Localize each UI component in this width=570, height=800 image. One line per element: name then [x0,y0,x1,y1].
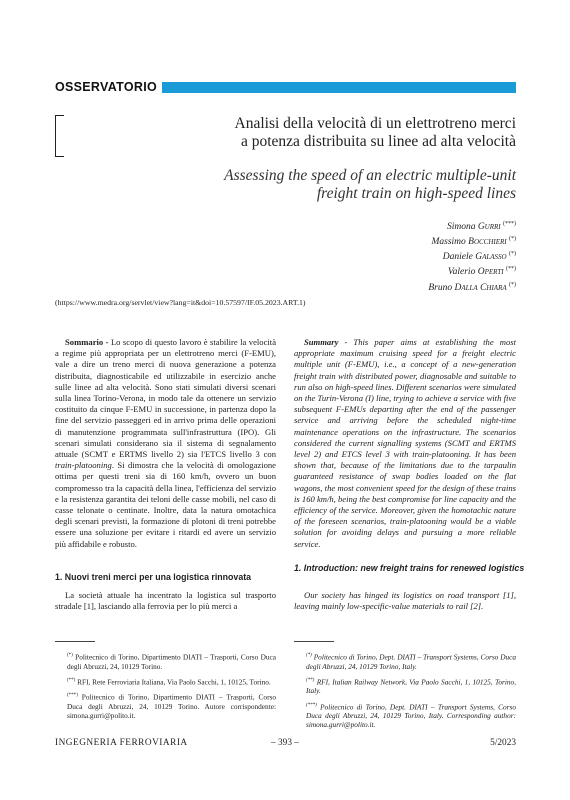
footer-page-number: – 393 – [271,738,299,748]
footer-issue: 5/2023 [490,738,516,748]
author: Bruno Dalla Chiara (*) [428,281,516,293]
body-text-italian: La società attuale ha incentrato la logistica sul trasporto stradale [1], lasciando alla ferrovia per lo più merci a [55,590,276,612]
doi-link[interactable]: (https://www.medra.org/servlet/view?lang=it&doi=10.57597/IF.05.2023.ART.1) [55,298,306,307]
section-label: OSSERVATORIO [55,80,158,94]
title-italian-line-2: a potenza distribuita su linee ad alta velocità [240,133,516,150]
author: Massimo Bocchieri (*) [431,236,516,248]
abstract-english: Summary - This paper aims at establishing the most appropriate maximum cruising speed for a freight electric multiple unit (F-EMU), i.e., a concept of a new-generation freight train with distributed power, diagnosable and suitable to run also on high-speed lines. Different scenarios were simulated on the Turin-Verona (I) line, trying to achieve a service with five subsequent F-EMUs departing after the end of the passenger service and arriving before the scheduled night-time maintenance operations on the infrastructure. The scenarios considered the current signalling systems (SCMT and ERTMS level 2) and ETCS level 3 with train-platooning. It has been shown that, because of the limitations due to the tarpaulin guaranteed resistance of swap bodies loaded on the flat wagons, the most convenient speed for the design of these trains is 160 km/h, being the best compromise for line capacity and the efficiency of the service. Moreover, given the homotachic nature of the foreseen scenarios, train-platooning would be a viable solution for avoiding delays and pursuing a more reliable service. [294,337,516,549]
author: Simona Gurri (***) [446,221,516,233]
title-english [116,167,516,203]
footnotes-italian [55,651,276,725]
footer-journal-name: INGEGNERIA FERROVIARIA [55,738,188,748]
title-italian [116,115,516,151]
footnote: (**) RFI, Rete Ferroviaria Italiana, Via Paolo Sacchi, 1, 10125, Torino. [67,677,271,687]
body-text-english: Our society has hinged its logistics on road transport [1], leaving mainly low-specific-value materials to rail [2]. [294,590,516,612]
author: Daniele Galasso (*) [442,251,516,263]
footnote-rule [55,641,95,642]
footnote: (*) Politecnico di Torino, Dept. DIATI – Transport Systems, Corso Duca degli Abruzzi, 24, 10129 Torino, Italy. [306,652,516,671]
section-heading-english: 1. Introduction: new freight trains for renewed logistics [294,563,525,573]
title-english-line-2: freight train on high-speed lines [316,185,516,202]
title-english-line-1: Assessing the speed of an electric multiple-unit [224,167,516,184]
abstract-italian: Sommario - Lo scopo di questo lavoro è stabilire la velocità a regime più appropriata per un elettrotreno merci (F-EMU), vale a dire un treno merci di nuova generazione a potenza distribuita, diagnosticabile ed utilizzabile in esercizio anche sulle linee ad alta velocità. Sono stati simulati diversi scenari sulla linea Torino-Verona, in modo tale da ottenere un servizio costituito da cinque F-EMU in successione, in partenza dopo la fine del servizio passeggeri ed in arrivo prima delle operazioni di manutenzione programmata sull'infrastruttura (IPO). Gli scenari simulati considerano sia il sistema di segnalamento attuale (SCMT e ERTMS livello 2) sia l'ETCS livello 3 con train-platooning. Si dimostra che la velocità di omologazione ottima per questi treni sia di 160 km/h, ovvero un buon compromesso tra la capacità della linea, l'efficienza del servizio e la resistenza garantita dei teloni delle casse mobili, nel caso di casse telonate o centinate. Inoltre, data la natura omotachica degli scenari previsti, la formazione di plotoni di treni potrebbe essere una soluzione per evitare i ritardi ed avere un servizio più affidabile e robusto. [55,337,277,549]
author-list [216,218,516,294]
footnote: (***) Politecnico di Torino, Dept. DIATI – Transport Systems, Corso Duca degli Abruzzi, 24, 10129 Torino, Italy. Corresponding author: simona.gurri@polito.it. [306,702,516,730]
section-heading-italian: 1. Nuovi treni merci per una logistica rinnovata [55,572,252,582]
footnote: (*) Politecnico di Torino, Dipartimento DIATI – Trasporti, Corso Duca degli Abruzzi, 24, 10129 Torino. [67,652,276,671]
footnote: (***) Politecnico di Torino, Dipartimento DIATI – Trasporti, Corso Duca degli Abruzzi, 24, 10129 Torino. Autore corrispondente: simona.gurri@polito.it. [67,692,276,721]
author: Valerio Operti (**) [447,266,516,278]
title-italian-line-1: Analisi della velocità di un elettrotreno merci [234,115,516,132]
title-bracket-decoration [55,115,64,157]
footnote: (**) RFI, Italian Railway Network, Via Paolo Sacchi, 1, 10125, Torino, Italy. [306,677,516,696]
footnotes-english [294,651,516,735]
footnote-rule [294,641,334,642]
section-color-bar [162,82,516,93]
